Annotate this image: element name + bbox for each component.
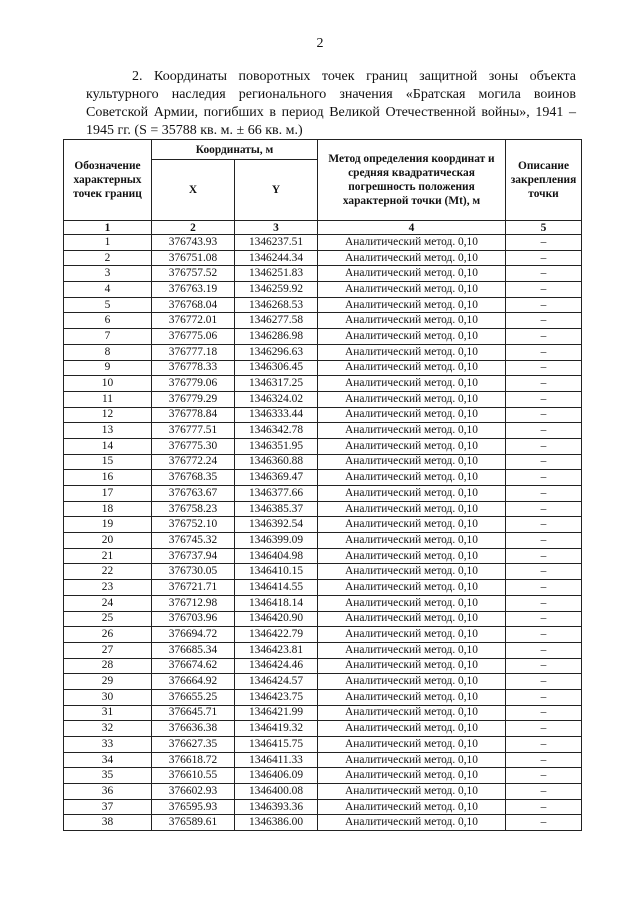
cell-description: –: [506, 438, 582, 454]
cell-description: –: [506, 533, 582, 549]
cell-x-coordinate: 376627.35: [152, 737, 235, 753]
table-row: [64, 815, 582, 831]
cell-description: –: [506, 423, 582, 439]
cell-point-number: 4: [64, 282, 152, 298]
cell-method: Аналитический метод. 0,10: [318, 784, 506, 800]
cell-method: Аналитический метод. 0,10: [318, 658, 506, 674]
cell-x-coordinate: 376775.06: [152, 329, 235, 345]
cell-x-coordinate: 376602.93: [152, 784, 235, 800]
table-row: [64, 344, 582, 360]
table-row: [64, 611, 582, 627]
table-row: [64, 580, 582, 596]
cell-point-number: 13: [64, 423, 152, 439]
cell-x-coordinate: 376777.51: [152, 423, 235, 439]
cell-method: Аналитический метод. 0,10: [318, 297, 506, 313]
cell-description: –: [506, 391, 582, 407]
cell-y-coordinate: 1346317.25: [235, 376, 318, 392]
cell-x-coordinate: 376694.72: [152, 627, 235, 643]
cell-x-coordinate: 376777.18: [152, 344, 235, 360]
cell-description: –: [506, 705, 582, 721]
cell-method: Аналитический метод. 0,10: [318, 705, 506, 721]
cell-method: Аналитический метод. 0,10: [318, 360, 506, 376]
header-method: Метод определения координат и средняя квадратическая погрешность положения характерной точки (Mt), м: [318, 140, 506, 221]
coordinates-table: [63, 139, 582, 831]
cell-method: Аналитический метод. 0,10: [318, 486, 506, 502]
cell-method: Аналитический метод. 0,10: [318, 752, 506, 768]
cell-method: Аналитический метод. 0,10: [318, 674, 506, 690]
column-number: 5: [506, 221, 582, 235]
cell-method: Аналитический метод. 0,10: [318, 266, 506, 282]
cell-method: Аналитический метод. 0,10: [318, 282, 506, 298]
cell-point-number: 34: [64, 752, 152, 768]
cell-method: Аналитический метод. 0,10: [318, 391, 506, 407]
cell-x-coordinate: 376768.04: [152, 297, 235, 313]
cell-description: –: [506, 329, 582, 345]
cell-x-coordinate: 376655.25: [152, 689, 235, 705]
cell-y-coordinate: 1346415.75: [235, 737, 318, 753]
cell-point-number: 21: [64, 548, 152, 564]
cell-point-number: 12: [64, 407, 152, 423]
cell-x-coordinate: 376721.71: [152, 580, 235, 596]
cell-description: –: [506, 642, 582, 658]
column-number: 1: [64, 221, 152, 235]
cell-y-coordinate: 1346342.78: [235, 423, 318, 439]
cell-description: –: [506, 360, 582, 376]
cell-description: –: [506, 548, 582, 564]
cell-description: –: [506, 627, 582, 643]
cell-point-number: 8: [64, 344, 152, 360]
cell-y-coordinate: 1346422.79: [235, 627, 318, 643]
cell-y-coordinate: 1346423.75: [235, 689, 318, 705]
column-number: 3: [235, 221, 318, 235]
cell-x-coordinate: 376610.55: [152, 768, 235, 784]
cell-y-coordinate: 1346421.99: [235, 705, 318, 721]
cell-description: –: [506, 611, 582, 627]
table-row: [64, 784, 582, 800]
table-row: [64, 438, 582, 454]
cell-method: Аналитический метод. 0,10: [318, 737, 506, 753]
page-number: 2: [316, 36, 324, 51]
cell-method: Аналитический метод. 0,10: [318, 454, 506, 470]
cell-point-number: 38: [64, 815, 152, 831]
cell-y-coordinate: 1346385.37: [235, 501, 318, 517]
cell-y-coordinate: 1346424.46: [235, 658, 318, 674]
cell-x-coordinate: 376745.32: [152, 533, 235, 549]
cell-x-coordinate: 376778.84: [152, 407, 235, 423]
cell-point-number: 22: [64, 564, 152, 580]
cell-point-number: 31: [64, 705, 152, 721]
section-heading: 2. Координаты поворотных точек границ защитной зоны объекта культурного наследия регионального значения «Братская могила воинов Советской Армии, погибших в период Великой Отечественной войны», 1941 – 1945 гг. (S = 35788 кв. м. ± 66 кв. м.): [86, 69, 576, 138]
cell-description: –: [506, 752, 582, 768]
cell-y-coordinate: 1346386.00: [235, 815, 318, 831]
cell-x-coordinate: 376664.92: [152, 674, 235, 690]
cell-y-coordinate: 1346377.66: [235, 486, 318, 502]
cell-description: –: [506, 344, 582, 360]
cell-y-coordinate: 1346418.14: [235, 595, 318, 611]
cell-point-number: 37: [64, 799, 152, 815]
cell-x-coordinate: 376645.71: [152, 705, 235, 721]
cell-method: Аналитический метод. 0,10: [318, 768, 506, 784]
cell-point-number: 3: [64, 266, 152, 282]
cell-x-coordinate: 376751.08: [152, 250, 235, 266]
cell-y-coordinate: 1346333.44: [235, 407, 318, 423]
table-row: [64, 266, 582, 282]
cell-x-coordinate: 376712.98: [152, 595, 235, 611]
cell-point-number: 27: [64, 642, 152, 658]
cell-method: Аналитический метод. 0,10: [318, 611, 506, 627]
cell-method: Аналитический метод. 0,10: [318, 595, 506, 611]
table-row: [64, 737, 582, 753]
cell-point-number: 19: [64, 517, 152, 533]
table-row: [64, 627, 582, 643]
table-row: [64, 454, 582, 470]
cell-point-number: 36: [64, 784, 152, 800]
cell-y-coordinate: 1346411.33: [235, 752, 318, 768]
cell-point-number: 9: [64, 360, 152, 376]
table-row: [64, 376, 582, 392]
cell-y-coordinate: 1346420.90: [235, 611, 318, 627]
cell-x-coordinate: 376703.96: [152, 611, 235, 627]
cell-y-coordinate: 1346237.51: [235, 235, 318, 251]
cell-x-coordinate: 376758.23: [152, 501, 235, 517]
table-row: [64, 329, 582, 345]
table-row: [64, 642, 582, 658]
cell-description: –: [506, 784, 582, 800]
cell-y-coordinate: 1346399.09: [235, 533, 318, 549]
cell-description: –: [506, 486, 582, 502]
cell-y-coordinate: 1346324.02: [235, 391, 318, 407]
header-description: Описание закрепления точки: [506, 140, 582, 221]
cell-method: Аналитический метод. 0,10: [318, 689, 506, 705]
cell-method: Аналитический метод. 0,10: [318, 313, 506, 329]
cell-description: –: [506, 737, 582, 753]
cell-x-coordinate: 376757.52: [152, 266, 235, 282]
cell-x-coordinate: 376752.10: [152, 517, 235, 533]
cell-point-number: 11: [64, 391, 152, 407]
cell-y-coordinate: 1346277.58: [235, 313, 318, 329]
cell-point-number: 16: [64, 470, 152, 486]
cell-method: Аналитический метод. 0,10: [318, 548, 506, 564]
cell-x-coordinate: 376595.93: [152, 799, 235, 815]
column-number: 2: [152, 221, 235, 235]
cell-description: –: [506, 799, 582, 815]
cell-description: –: [506, 768, 582, 784]
cell-method: Аналитический метод. 0,10: [318, 517, 506, 533]
cell-description: –: [506, 407, 582, 423]
cell-y-coordinate: 1346369.47: [235, 470, 318, 486]
cell-x-coordinate: 376779.29: [152, 391, 235, 407]
cell-method: Аналитический метод. 0,10: [318, 344, 506, 360]
cell-method: Аналитический метод. 0,10: [318, 235, 506, 251]
cell-description: –: [506, 501, 582, 517]
table-row: [64, 235, 582, 251]
table-row: [64, 501, 582, 517]
cell-y-coordinate: 1346251.83: [235, 266, 318, 282]
cell-x-coordinate: 376589.61: [152, 815, 235, 831]
cell-method: Аналитический метод. 0,10: [318, 470, 506, 486]
table-row: [64, 721, 582, 737]
table-row: [64, 297, 582, 313]
table-row: [64, 674, 582, 690]
cell-method: Аналитический метод. 0,10: [318, 627, 506, 643]
table-row: [64, 533, 582, 549]
table-row: [64, 799, 582, 815]
cell-point-number: 23: [64, 580, 152, 596]
cell-y-coordinate: 1346268.53: [235, 297, 318, 313]
cell-point-number: 29: [64, 674, 152, 690]
cell-point-number: 15: [64, 454, 152, 470]
cell-y-coordinate: 1346423.81: [235, 642, 318, 658]
cell-point-number: 28: [64, 658, 152, 674]
cell-y-coordinate: 1346306.45: [235, 360, 318, 376]
cell-description: –: [506, 266, 582, 282]
cell-method: Аналитический метод. 0,10: [318, 329, 506, 345]
cell-method: Аналитический метод. 0,10: [318, 407, 506, 423]
cell-method: Аналитический метод. 0,10: [318, 423, 506, 439]
table-body: [64, 235, 582, 831]
table-row: [64, 658, 582, 674]
table-row: [64, 360, 582, 376]
cell-y-coordinate: 1346424.57: [235, 674, 318, 690]
cell-method: Аналитический метод. 0,10: [318, 501, 506, 517]
header-coordinates: Координаты, м: [152, 140, 318, 160]
cell-description: –: [506, 721, 582, 737]
cell-description: –: [506, 564, 582, 580]
header-y: Y: [235, 160, 318, 221]
cell-y-coordinate: 1346286.98: [235, 329, 318, 345]
cell-point-number: 17: [64, 486, 152, 502]
table-row: [64, 423, 582, 439]
cell-x-coordinate: 376618.72: [152, 752, 235, 768]
cell-method: Аналитический метод. 0,10: [318, 564, 506, 580]
cell-y-coordinate: 1346351.95: [235, 438, 318, 454]
cell-x-coordinate: 376768.35: [152, 470, 235, 486]
cell-description: –: [506, 470, 582, 486]
cell-method: Аналитический метод. 0,10: [318, 815, 506, 831]
cell-y-coordinate: 1346404.98: [235, 548, 318, 564]
cell-x-coordinate: 376778.33: [152, 360, 235, 376]
cell-x-coordinate: 376674.62: [152, 658, 235, 674]
cell-x-coordinate: 376763.19: [152, 282, 235, 298]
table-row: [64, 313, 582, 329]
table-row: [64, 705, 582, 721]
table-row: [64, 486, 582, 502]
cell-y-coordinate: 1346410.15: [235, 564, 318, 580]
cell-x-coordinate: 376685.34: [152, 642, 235, 658]
cell-x-coordinate: 376763.67: [152, 486, 235, 502]
cell-y-coordinate: 1346419.32: [235, 721, 318, 737]
column-number: 4: [318, 221, 506, 235]
cell-method: Аналитический метод. 0,10: [318, 438, 506, 454]
cell-point-number: 33: [64, 737, 152, 753]
cell-y-coordinate: 1346296.63: [235, 344, 318, 360]
cell-description: –: [506, 658, 582, 674]
cell-method: Аналитический метод. 0,10: [318, 799, 506, 815]
cell-y-coordinate: 1346406.09: [235, 768, 318, 784]
cell-method: Аналитический метод. 0,10: [318, 580, 506, 596]
cell-x-coordinate: 376779.06: [152, 376, 235, 392]
cell-point-number: 30: [64, 689, 152, 705]
cell-method: Аналитический метод. 0,10: [318, 376, 506, 392]
cell-x-coordinate: 376737.94: [152, 548, 235, 564]
cell-x-coordinate: 376636.38: [152, 721, 235, 737]
cell-y-coordinate: 1346244.34: [235, 250, 318, 266]
cell-description: –: [506, 517, 582, 533]
cell-point-number: 32: [64, 721, 152, 737]
cell-point-number: 25: [64, 611, 152, 627]
cell-method: Аналитический метод. 0,10: [318, 250, 506, 266]
cell-y-coordinate: 1346360.88: [235, 454, 318, 470]
cell-description: –: [506, 595, 582, 611]
cell-y-coordinate: 1346400.08: [235, 784, 318, 800]
cell-x-coordinate: 376772.24: [152, 454, 235, 470]
cell-description: –: [506, 282, 582, 298]
table-row: [64, 391, 582, 407]
cell-y-coordinate: 1346259.92: [235, 282, 318, 298]
cell-method: Аналитический метод. 0,10: [318, 721, 506, 737]
header-x: X: [152, 160, 235, 221]
table-row: [64, 470, 582, 486]
table-row: [64, 407, 582, 423]
table-row: [64, 517, 582, 533]
cell-point-number: 6: [64, 313, 152, 329]
cell-point-number: 5: [64, 297, 152, 313]
table-row: [64, 282, 582, 298]
cell-description: –: [506, 297, 582, 313]
cell-point-number: 1: [64, 235, 152, 251]
cell-x-coordinate: 376772.01: [152, 313, 235, 329]
cell-description: –: [506, 376, 582, 392]
cell-point-number: 18: [64, 501, 152, 517]
cell-point-number: 10: [64, 376, 152, 392]
table-row: [64, 250, 582, 266]
cell-description: –: [506, 815, 582, 831]
cell-description: –: [506, 580, 582, 596]
cell-y-coordinate: 1346414.55: [235, 580, 318, 596]
cell-point-number: 24: [64, 595, 152, 611]
cell-x-coordinate: 376743.93: [152, 235, 235, 251]
cell-y-coordinate: 1346393.36: [235, 799, 318, 815]
table-row: [64, 595, 582, 611]
cell-x-coordinate: 376730.05: [152, 564, 235, 580]
table-row: [64, 548, 582, 564]
table-row: [64, 689, 582, 705]
cell-description: –: [506, 250, 582, 266]
table-row: [64, 564, 582, 580]
cell-point-number: 7: [64, 329, 152, 345]
cell-point-number: 14: [64, 438, 152, 454]
cell-y-coordinate: 1346392.54: [235, 517, 318, 533]
cell-description: –: [506, 454, 582, 470]
cell-point-number: 26: [64, 627, 152, 643]
cell-description: –: [506, 689, 582, 705]
cell-description: –: [506, 313, 582, 329]
table-row: [64, 752, 582, 768]
cell-x-coordinate: 376775.30: [152, 438, 235, 454]
cell-description: –: [506, 235, 582, 251]
cell-method: Аналитический метод. 0,10: [318, 642, 506, 658]
header-designation: Обозначение характерных точек границ: [64, 140, 152, 221]
cell-point-number: 20: [64, 533, 152, 549]
cell-method: Аналитический метод. 0,10: [318, 533, 506, 549]
table-row: [64, 768, 582, 784]
cell-description: –: [506, 674, 582, 690]
cell-point-number: 35: [64, 768, 152, 784]
cell-point-number: 2: [64, 250, 152, 266]
